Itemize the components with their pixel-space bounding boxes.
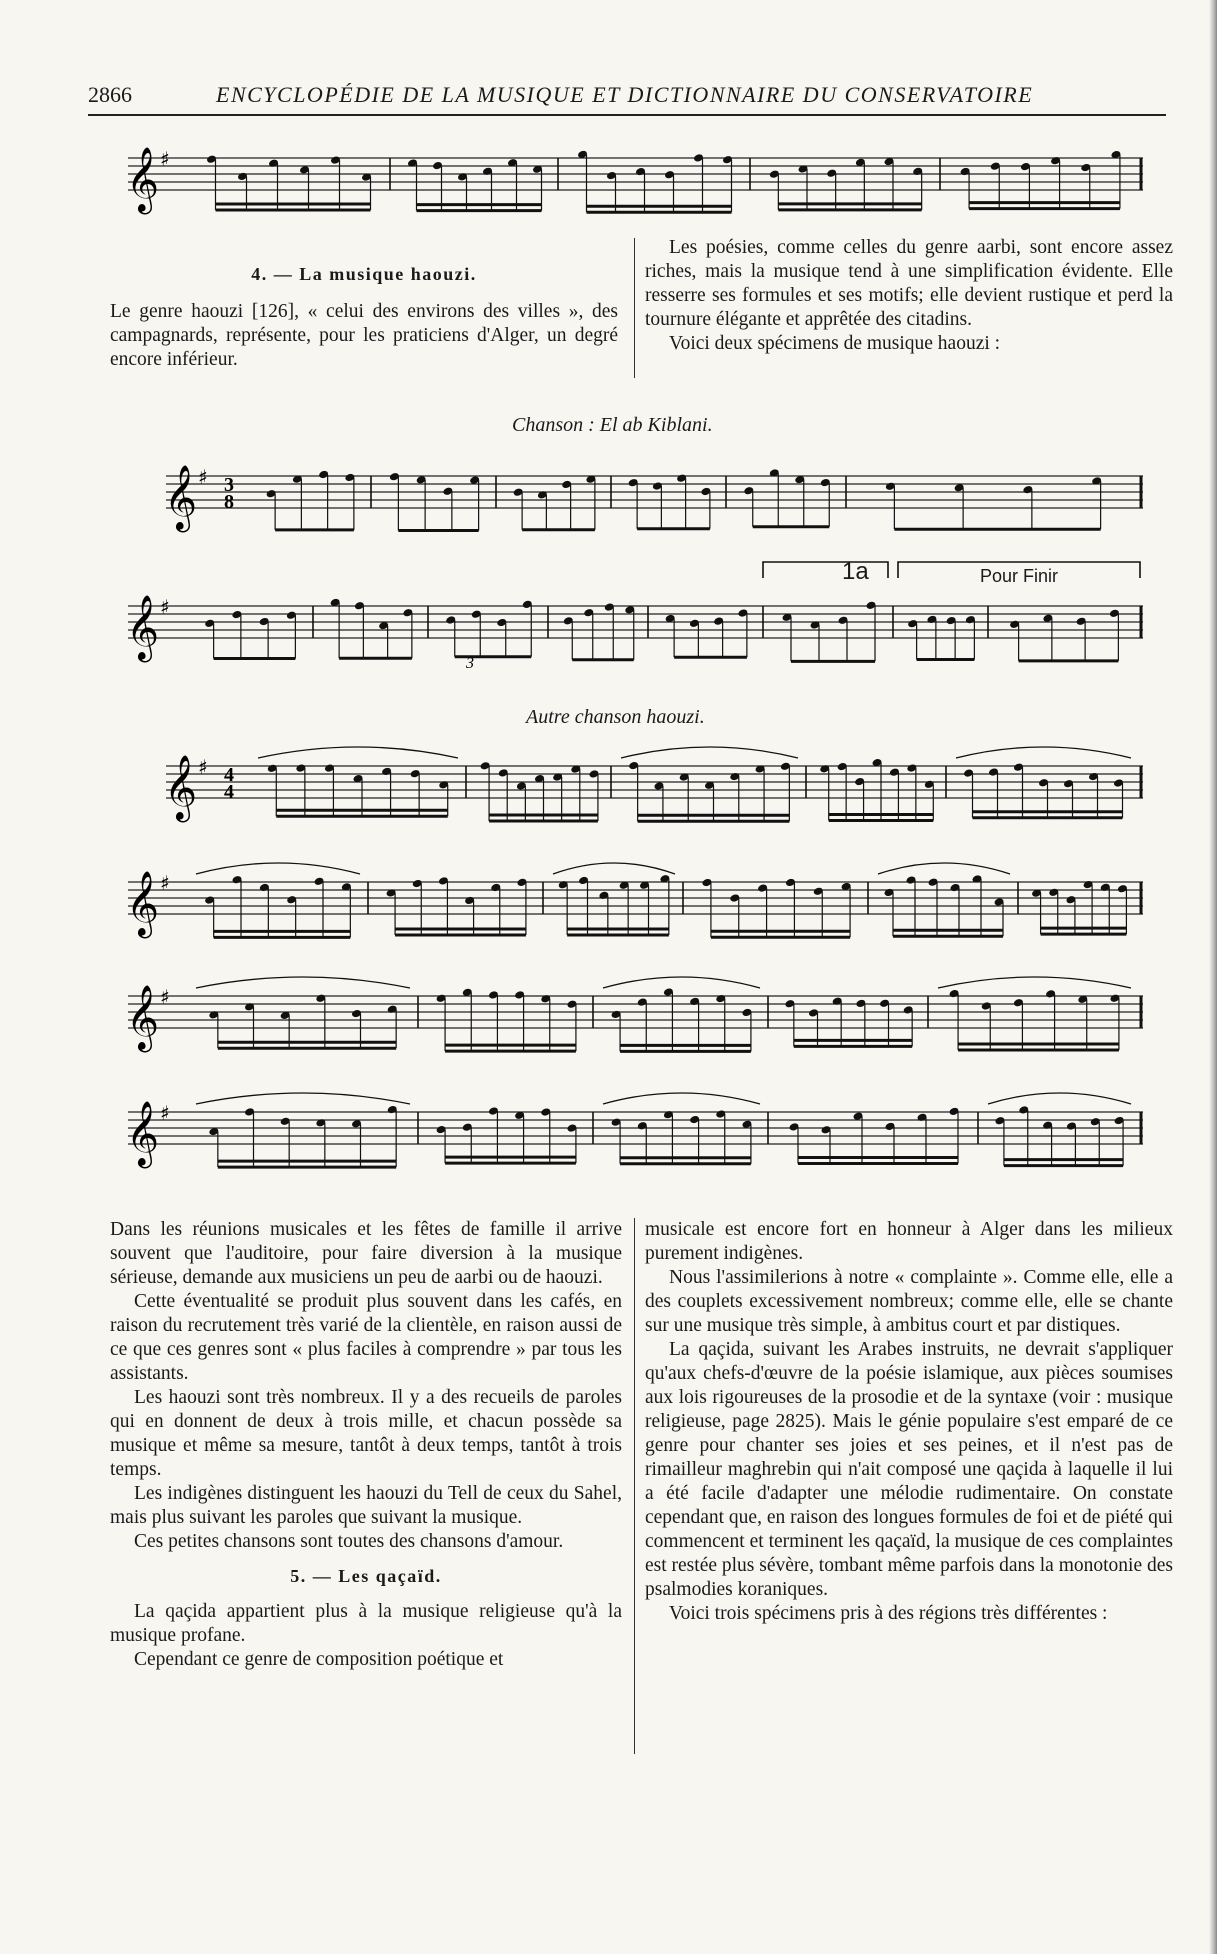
time-signature-top: 3 <box>224 474 234 496</box>
section4-right-paragraph-2: Voici deux spécimens de musique haouzi : <box>669 333 1001 354</box>
key-sharp-icon: ♯ <box>160 1101 170 1125</box>
music-caption-1: Chanson : El ab Kiblani. <box>512 414 713 436</box>
key-sharp-icon: ♯ <box>160 871 170 895</box>
volta-pour-finir-label: Pour Finir <box>980 566 1059 586</box>
treble-clef-icon: 𝄞 <box>126 595 160 660</box>
page-edge-shadow <box>1209 0 1217 1954</box>
volta-first-ending-label: 1a <box>842 558 869 585</box>
body-left-paragraph-3: Les haouzi sont très nombreux. Il y a des recueils de paroles qui en donnent de deux à trois mille, et chacun possède sa musique et même sa mesure, tantôt à deux temps, tantôt à trois temps. <box>110 1387 622 1480</box>
time-signature-top: 4 <box>224 764 234 786</box>
staff-svg <box>128 1086 1143 1186</box>
section4-left-paragraph: Le genre haouzi [126], « celui des environs des villes », des campagnards, représente, pour les praticiens d'Alger, un degré encore inférieur. <box>110 301 618 370</box>
slur <box>553 863 675 874</box>
section4-left-column <box>110 262 618 372</box>
body-left-paragraph-2: Cette éventualité se produit plus souvent dans les cafés, en raison du recrutement très varié de la clientèle, en raison aussi de ce que ces genres sont « plus faciles à comprendre » par tous les assistants. <box>110 1291 622 1384</box>
slur <box>196 863 360 874</box>
slur <box>938 977 1131 988</box>
slur <box>956 747 1131 758</box>
section4-right-paragraph: Les poésies, comme celles du genre aarbi, sont encore assez riches, mais la musique tend à une simplification évidente. Elle resserre ses formules et ses motifs; elle devient rustique et perd la tournure élégante et apprêtée des citadins. <box>645 237 1173 330</box>
slur <box>878 863 1010 874</box>
column-divider-bottom <box>634 1218 635 1754</box>
staff-svg <box>166 450 1143 540</box>
header-rule <box>88 114 1166 116</box>
key-sharp-icon: ♯ <box>160 595 170 619</box>
slur <box>258 747 458 758</box>
treble-clef-icon: 𝄞 <box>126 147 160 212</box>
slur <box>603 1093 760 1104</box>
page-number: 2866 <box>88 82 132 107</box>
treble-clef-icon: 𝄞 <box>164 465 198 530</box>
page-header <box>88 82 1173 116</box>
body-left-paragraph-5: Ces petites chansons sont toutes des chansons d'amour. <box>134 1531 564 1552</box>
music-staff-top <box>128 132 1143 212</box>
section4-right-column <box>645 236 1173 356</box>
key-sharp-icon: ♯ <box>198 755 208 779</box>
slur <box>196 977 410 988</box>
staff-svg <box>128 132 1143 212</box>
staff-svg <box>166 740 1143 840</box>
music-staff-2b <box>128 856 1143 956</box>
staff-svg <box>128 856 1143 956</box>
body-right-paragraph-4: Voici trois spécimens pris à des régions très différentes : <box>669 1603 1108 1624</box>
slur <box>988 1093 1131 1104</box>
body-left-paragraph-4: Les indigènes distinguent les haouzi du Tell de ceux du Sahel, mais plus suivant les paroles que suivant la musique. <box>110 1483 622 1528</box>
running-title: ENCYCLOPÉDIE DE LA MUSIQUE ET DICTIONNAIRE DU CONSERVATOIRE <box>216 82 1034 107</box>
treble-clef-icon: 𝄞 <box>126 871 160 936</box>
time-signature-bottom: 4 <box>224 781 234 803</box>
slur <box>603 977 760 988</box>
section4-heading: 4. — La musique haouzi. <box>251 264 477 284</box>
triplet-number: 3 <box>466 655 474 672</box>
volta-bracket-1 <box>763 562 888 578</box>
music-staff-2a <box>166 740 1143 840</box>
treble-clef-icon: 𝄞 <box>126 985 160 1050</box>
body-left-paragraph-7: Cependant ce genre de composition poétique et <box>134 1649 504 1670</box>
slur <box>621 747 798 758</box>
column-divider-top <box>634 238 635 378</box>
treble-clef-icon: 𝄞 <box>126 1101 160 1166</box>
treble-clef-icon: 𝄞 <box>164 755 198 820</box>
music-staff-2d <box>128 1086 1143 1186</box>
body-right-paragraph-3: La qaçida, suivant les Arabes instruits, ne devrait s'appliquer qu'aux chefs-d'œuvre de la poésie islamique, aux pièces soumises aux lois rigoureuses de la prosodie et de la syntaxe (voir : musique religieuse, page 2825). Mais le génie populaire s'est emparé de ce genre pour chanter ses joies et ses peines, et il n'est pas de rimailleur maghrebin qui n'ait composé une qaçida à laquelle il lui a été facile d'adapter une mélodie rudimentaire. On constate cependant que, en raison des longues formules de foi et de piété qui commencent et terminent les qaçaïd, la musique de ces complaintes est restée plus sévère, tombant même parfois dans la monotonie des psalmodies koraniques. <box>645 1339 1173 1600</box>
body-left-column <box>110 1218 622 1672</box>
key-sharp-icon: ♯ <box>160 985 170 1009</box>
section5-heading: 5. — Les qaçaïd. <box>290 1566 442 1586</box>
staff-svg <box>128 970 1143 1070</box>
body-left-paragraph-6: La qaçida appartient plus à la musique religieuse qu'à la musique profane. <box>110 1601 622 1646</box>
body-right-column <box>645 1218 1173 1626</box>
body-left-paragraph-1: Dans les réunions musicales et les fêtes de famille il arrive souvent que l'auditoire, pour faire diversion à la musique sérieuse, demande aux musiciens un peu de aarbi ou de haouzi. <box>110 1219 622 1288</box>
music-caption-2: Autre chanson haouzi. <box>526 706 705 728</box>
body-right-paragraph-1: musicale est encore fort en honneur à Alger dans les milieux purement indigènes. <box>645 1219 1173 1264</box>
time-signature-bottom: 8 <box>224 491 234 513</box>
key-sharp-icon: ♯ <box>198 465 208 489</box>
body-right-paragraph-2: Nous l'assimilerions à notre « complainte ». Comme elle, elle a des couplets excessivement nombreux; comme elle, elle se chante sur une musique très simple, à ambitus court et par distiques. <box>645 1267 1173 1336</box>
key-sharp-icon: ♯ <box>160 147 170 171</box>
music-staff-2c <box>128 970 1143 1070</box>
slur <box>196 1093 410 1104</box>
music-staff-1a <box>166 450 1143 540</box>
